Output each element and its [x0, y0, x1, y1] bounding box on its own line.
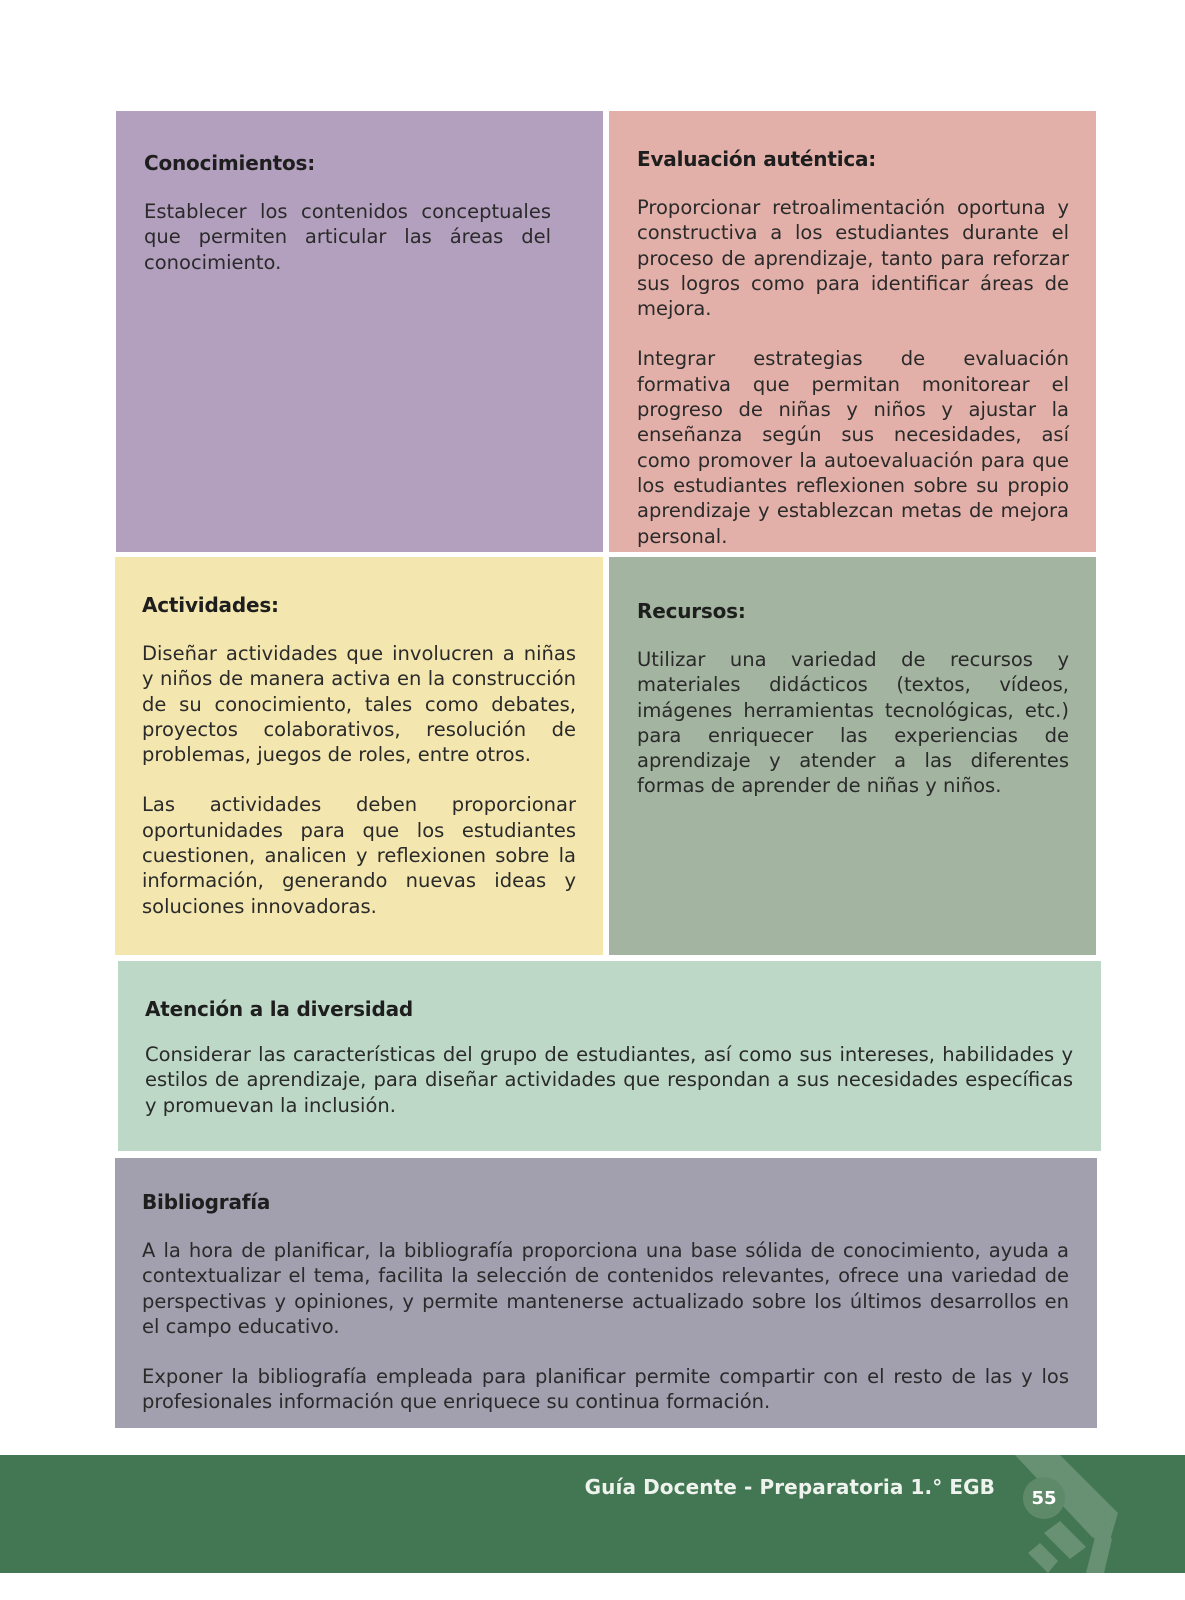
actividades-title: Actividades:: [142, 593, 279, 617]
bibliografia-box: [115, 1158, 1097, 1428]
evaluacion-autentica-box: [609, 111, 1096, 552]
bibliografia-paragraph-1: A la hora de planificar, la bibliografía proporciona una base sólida de conocimiento, ayuda a contextualizar el tema, facilita la selección de contenidos relevantes, ofrece una variedad de perspectivas y opiniones, y permite mantenerse actualizado sobre los últimos desarrollos en el campo educativo.: [142, 1239, 1069, 1338]
bibliografia-title: Bibliografía: [142, 1190, 271, 1214]
recursos-title: Recursos:: [637, 599, 746, 623]
recursos-box: [609, 557, 1096, 955]
recursos-paragraph-1: Utilizar una variedad de recursos y materiales didácticos (textos, vídeos, imágenes herramientas tecnológicas, etc.) para enriquecer las experiencias de aprendizaje y atender a las diferentes formas de aprender de niñas y niños.: [637, 648, 1069, 798]
bibliografia-paragraph-2: Exponer la bibliografía empleada para planificar permite compartir con el resto de las y los profesionales información que enriquece su continua formación.: [142, 1365, 1069, 1414]
rocket-icon: [1000, 1455, 1185, 1573]
actividades-paragraph-1: Diseñar actividades que involucren a niñas y niños de manera activa en la construcción de su conocimiento, tales como debates, proyectos colaborativos, resolución de problemas, juegos de roles, entre otros.: [142, 642, 576, 767]
conocimientos-title: Conocimientos:: [144, 151, 316, 175]
conocimientos-box: [116, 111, 603, 552]
atencion-diversidad-box: [118, 961, 1101, 1151]
diversidad-paragraph-1: Considerar las características del grupo de estudiantes, así como sus intereses, habilidades y estilos de aprendizaje, para diseñar actividades que respondan a sus necesidades específicas y promuevan la inclusión.: [145, 1043, 1073, 1117]
footer-title: Guía Docente - Preparatoria 1.° EGB: [584, 1475, 995, 1499]
diversidad-title: Atención a la diversidad: [145, 997, 413, 1021]
actividades-paragraph-2: Las actividades deben proporcionar oportunidades para que los estudiantes cuestionen, analicen y reflexionen sobre la información, generando nuevas ideas y soluciones innovadoras.: [142, 793, 576, 918]
evaluacion-title: Evaluación auténtica:: [637, 147, 877, 171]
page-number: 55: [1023, 1477, 1065, 1519]
conocimientos-paragraph-1: Establecer los contenidos conceptuales que permiten articular las áreas del conocimiento.: [144, 200, 551, 274]
evaluacion-paragraph-2: Integrar estrategias de evaluación formativa que permitan monitorear el progreso de niñas y niños y ajustar la enseñanza según sus necesidades, así como promover la autoevaluación para que los estudiantes reflexionen sobre su propio aprendizaje y establezcan metas de mejora personal.: [637, 347, 1069, 548]
actividades-box: [115, 557, 603, 955]
evaluacion-paragraph-1: Proporcionar retroalimentación oportuna y constructiva a los estudiantes durante el proceso de aprendizaje, tanto para reforzar sus logros como para identificar áreas de mejora.: [637, 196, 1069, 321]
page-footer: [0, 1455, 1185, 1573]
